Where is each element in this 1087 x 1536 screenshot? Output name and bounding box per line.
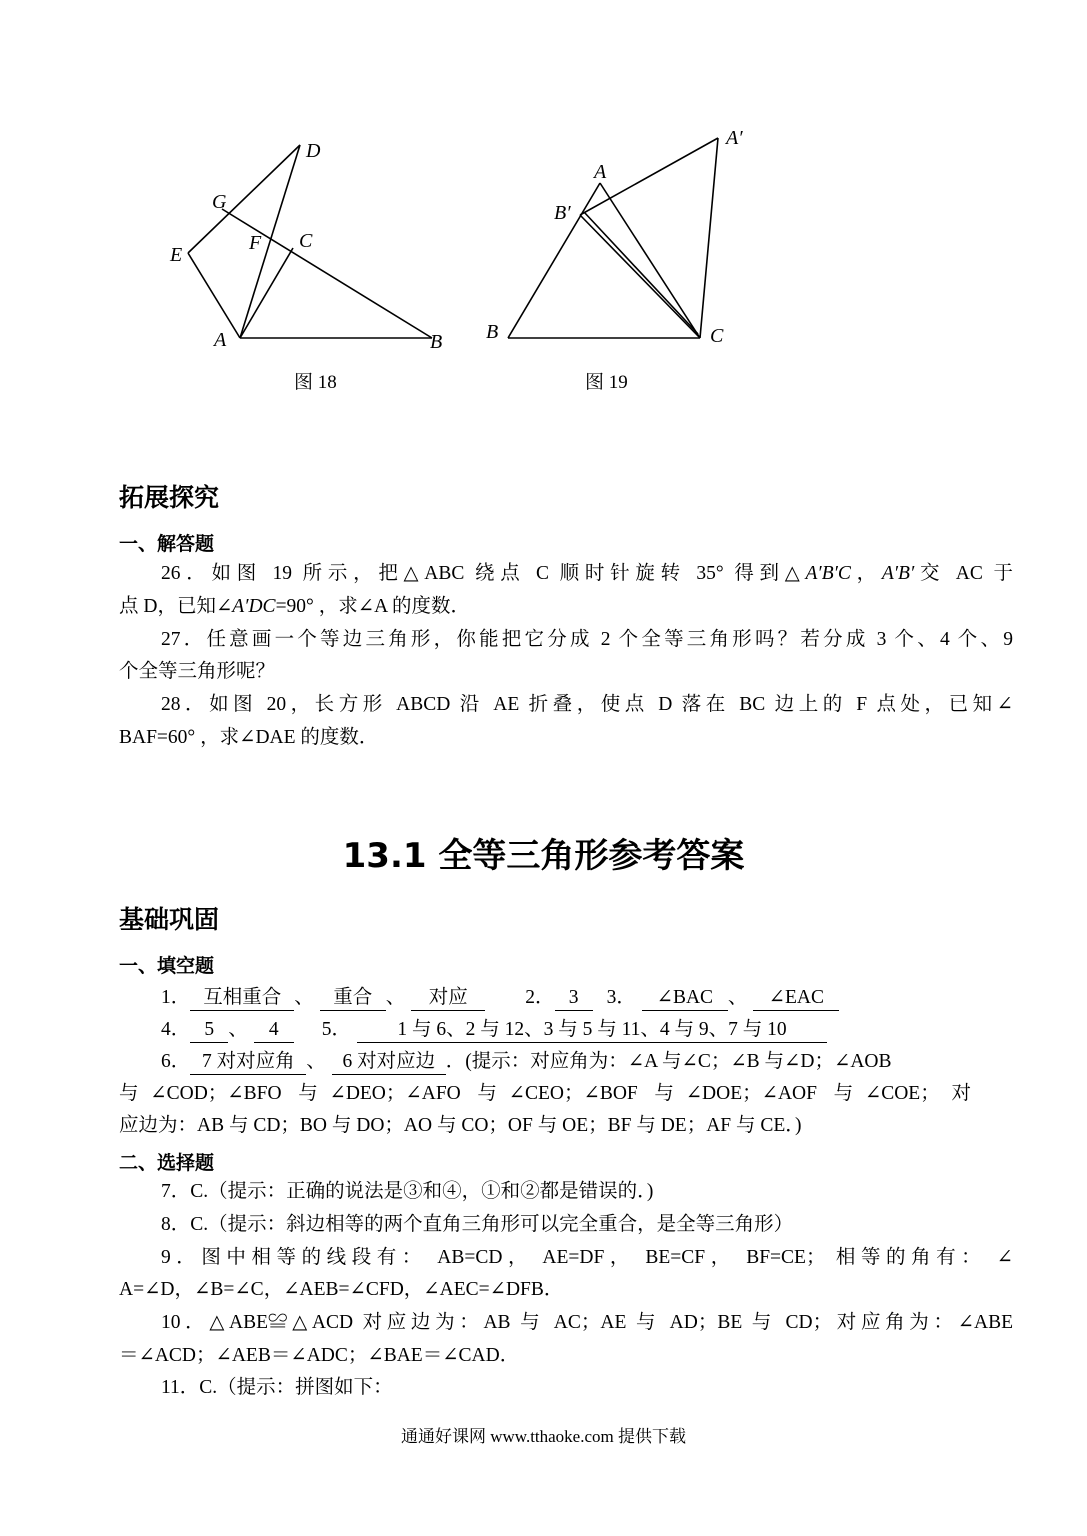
figure-19 — [480, 120, 770, 360]
answer-blank-8: 4 — [254, 1018, 294, 1043]
question-26-line-1: 26．如图 19 所示，把△ABC 绕点 C 顺时针旋转 35° 得到△A′B′C，A′B′交 AC 于 — [161, 563, 1013, 584]
basics-heading: 基础巩固 — [119, 905, 220, 934]
answer-blank-5: ∠BAC — [642, 986, 728, 1011]
fig19-label-c: C — [710, 325, 724, 347]
fill-answer-line-2: 4． 5 、 4 5． 1 与 6、2 与 12、3 与 5 与 11、4 与 9、7 与 10 — [119, 1014, 1013, 1046]
fill-answer-line-1: 1． 互相重合 、 重合 、 对应 2． 3 3． ∠BAC 、 ∠EAC — [119, 982, 1013, 1014]
answer-blank-9: 1 与 6、2 与 12、3 与 5 与 11、4 与 9、7 与 10 — [357, 1018, 827, 1043]
choice-subheading: 二、选择题 — [119, 1152, 215, 1174]
fill-answer-line-5: 应边为：AB 与 CD；BO 与 DO；AO 与 CO；OF 与 OE；BF 与 DE；AF 与 CE．) — [119, 1115, 802, 1136]
figure-19-diagram — [480, 120, 770, 360]
answer-9-line-1: 9．图中相等的线段有： AB=CD， AE=DF， BE=CF， BF=CE； 相等的角有： ∠ — [161, 1247, 1013, 1268]
question-26-line-2: 点 D，已知∠A′DC=90° ，求∠A 的度数． — [119, 596, 470, 617]
answer-9-line-2: A=∠D，∠B=∠C，∠AEB=∠CFD，∠AEC=∠DFB． — [119, 1279, 564, 1300]
answer-7: 7．C.（提示：正确的说法是③和④，①和②都是错误的．) — [161, 1181, 654, 1202]
answer-8: 8．C.（提示：斜边相等的两个直角三角形可以完全重合，是全等三角形） — [161, 1214, 794, 1235]
extension-subheading: 一、解答题 — [119, 533, 215, 555]
answers-title: 13.1 全等三角形参考答案 — [342, 836, 745, 876]
fig18-label-e: E — [170, 244, 183, 266]
fill-answer-line-3: 6． 7 对对应角 、 6 对对应边 ．(提示：对应角为：∠A 与∠C；∠B 与∠D；∠AOB — [119, 1046, 1013, 1078]
question-28-line-1: 28．如图 20，长方形 ABCD 沿 AE 折叠，使点 D 落在 BC 边上的 F 点处，已知∠ — [161, 694, 1013, 715]
figure-19-caption: 图 19 — [585, 372, 628, 393]
page-footer: 通通好课网 www.tthaoke.com 提供下载 — [400, 1427, 687, 1446]
figure-18-caption: 图 18 — [294, 372, 337, 393]
answer-blank-11: 6 对对应边 — [332, 1050, 446, 1075]
extension-heading: 拓展探究 — [119, 483, 220, 512]
answer-blank-10: 7 对对应角 — [190, 1050, 306, 1075]
figure-18-diagram — [160, 130, 460, 360]
answer-blank-4: 3 — [555, 986, 593, 1011]
answer-blank-1: 互相重合 — [190, 986, 294, 1011]
fig18-label-c: C — [299, 230, 313, 252]
answer-blank-2: 重合 — [320, 986, 386, 1011]
answer-11: 11．C.（提示：拼图如下： — [161, 1377, 393, 1398]
fill-blank-subheading: 一、填空题 — [119, 955, 215, 977]
fig19-label-a-prime: A′ — [726, 127, 743, 149]
fig18-label-f: F — [249, 232, 262, 254]
fig19-label-b: B — [486, 321, 499, 343]
figure-18 — [160, 130, 460, 360]
answer-10-line-2: ＝∠ACD；∠AEB＝∠ADC；∠BAE＝∠CAD． — [119, 1345, 520, 1366]
fig18-label-b: B — [430, 331, 443, 353]
answer-blank-6: ∠EAC — [753, 986, 839, 1011]
fill-answer-line-4: 与∠COD；∠BFO 与∠DEO；∠AFO 与∠CEO；∠BOF 与∠DOE；∠AOF 与∠COE；对 — [119, 1083, 971, 1104]
question-27-line-1: 27．任意画一个等边三角形，你能把它分成 2 个全等三角形吗？若分成 3 个、4 个、9 — [161, 629, 1013, 650]
fig18-label-g: G — [212, 191, 227, 213]
fig18-label-d: D — [306, 140, 321, 162]
fig19-label-b-prime: B′ — [554, 202, 571, 224]
fig18-label-a: A — [214, 329, 227, 351]
answer-10-line-1: 10．△ABE≌△ACD 对应边为：AB 与 AC；AE 与 AD；BE 与 CD；对应角为：∠ABE — [161, 1312, 1013, 1333]
fig19-label-a: A — [594, 161, 607, 183]
answer-blank-3: 对应 — [411, 986, 485, 1011]
question-27-line-2: 个全等三角形呢？ — [119, 661, 276, 682]
answer-blank-7: 5 — [190, 1018, 228, 1043]
question-28-line-2: BAF=60° ，求∠DAE 的度数． — [119, 727, 379, 748]
